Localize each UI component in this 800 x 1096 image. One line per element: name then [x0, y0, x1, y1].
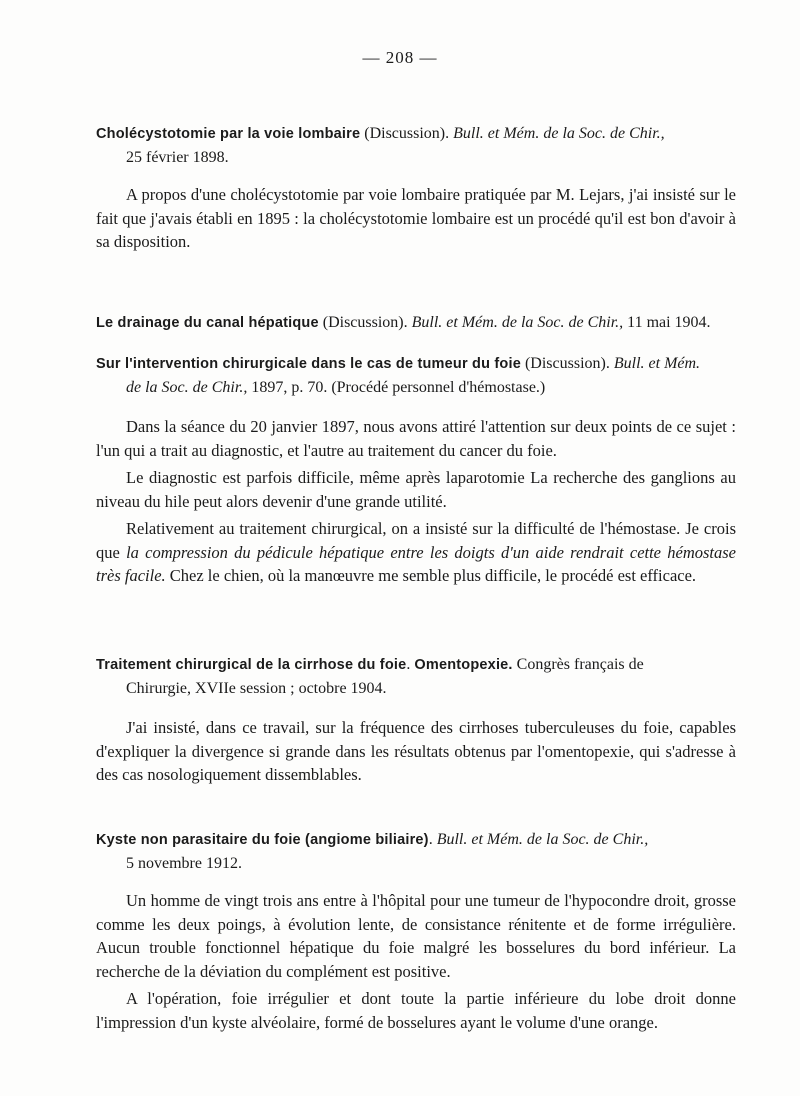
entry-reference: de la Soc. de Chir., 1897, p. 70. (Procédé personnel d'hémostase.): [126, 379, 546, 396]
entry-source: Bull. et Mém. de la Soc. de Chir.,: [411, 314, 624, 331]
entry-discussion: (Discussion).: [520, 355, 614, 372]
entry-source: Bull. et Mém.: [613, 355, 701, 372]
entry-paragraph: Relativement au traitement chirurgical, on a insisté sur la difficulté de l'hémostase. Je crois que la compression du pédicule hépatique entre les doigts d'un aide rendrait cette hémostase très facile. Chez le chien, où la manœuvre me semble plus difficile, le procédé est efficace.: [96, 519, 736, 585]
entry-heading: [96, 122, 736, 169]
entry-cholecystotomie: [96, 122, 736, 254]
entry-tumeur-foie: [96, 352, 736, 588]
entry-kyste: [96, 828, 736, 1034]
entry-date: 11 mai 1904.: [623, 314, 711, 331]
entry-date: Chirurgie, XVIIe session ; octobre 1904.: [126, 680, 387, 697]
entry-paragraph: A propos d'une cholécystotomie par voie lombaire pratiquée par M. Lejars, j'ai insisté sur le fait que j'avais établi en 1895 : la cholécystotomie lombaire est un procédé qu'il est bon d'avoir à sa disposition.: [96, 185, 736, 251]
entry-discussion: .: [428, 831, 437, 848]
entry-drainage: [96, 311, 736, 335]
entry-title: Le drainage du canal hépatique: [96, 315, 319, 331]
entry-paragraph: Le diagnostic est parfois difficile, même après laparotomie La recherche des ganglions au niveau du hile peut alors devenir d'une grande utilité.: [96, 468, 736, 511]
entry-source: Bull. et Mém. de la Soc. de Chir.,: [436, 831, 649, 848]
entry-date: 25 février 1898.: [126, 149, 229, 166]
entry-paragraph: Dans la séance du 20 janvier 1897, nous avons attiré l'attention sur deux points de ce sujet : l'un qui a trait au diagnostic, et l'autre au traitement du cancer du foie.: [96, 417, 736, 460]
entry-title: Sur l'intervention chirurgicale dans le cas de tumeur du foie: [96, 356, 521, 372]
entry-subtitle: Omentopexie.: [414, 657, 513, 673]
entry-source: Congrès français de: [512, 656, 644, 673]
entry-heading: [96, 311, 736, 335]
entry-title: Traitement chirurgical de la cirrhose du foie: [96, 657, 407, 673]
entry-heading: [96, 352, 736, 399]
entry-paragraph: J'ai insisté, dans ce travail, sur la fréquence des cirrhoses tuberculeuses du foie, capables d'expliquer la divergence si grande dans les résultats obtenus par l'omentopexie, qui s'adresse à des cas nosologiquement dissemblables.: [96, 718, 736, 784]
page-number: — 208 —: [362, 48, 438, 67]
entry-title: Cholécystotomie par la voie lombaire: [96, 126, 361, 142]
entry-discussion: (Discussion).: [318, 314, 412, 331]
entry-source: Bull. et Mém. de la Soc. de Chir.,: [453, 125, 665, 142]
entry-cirrhose: [96, 653, 736, 787]
entry-date: 5 novembre 1912.: [126, 855, 242, 872]
entry-heading: [96, 828, 736, 875]
entry-paragraph: A l'opération, foie irrégulier et dont toute la partie inférieure du lobe droit donne l'impression d'un kyste alvéolaire, formé de bosselures ayant le volume d'une orange.: [96, 989, 736, 1032]
entry-title: Kyste non parasitaire du foie (angiome biliaire): [96, 832, 429, 848]
entry-discussion: (Discussion).: [360, 125, 454, 142]
entry-heading: Traitement chirurgical de la cirrhose du foie. Omentopexie. Congrès français de Chirurgie, XVIIe session ; octobre 1904.: [96, 653, 736, 700]
entry-paragraph: Un homme de vingt trois ans entre à l'hôpital pour une tumeur de l'hypocondre droit, grosse comme les deux poings, à évolution lente, de consistance rénitente et de forme irrégulière. Aucun trouble fonctionnel hépatique du foie malgré les bosselures du bord inférieur. La recherche de la déviation du complément est positive.: [96, 891, 736, 981]
